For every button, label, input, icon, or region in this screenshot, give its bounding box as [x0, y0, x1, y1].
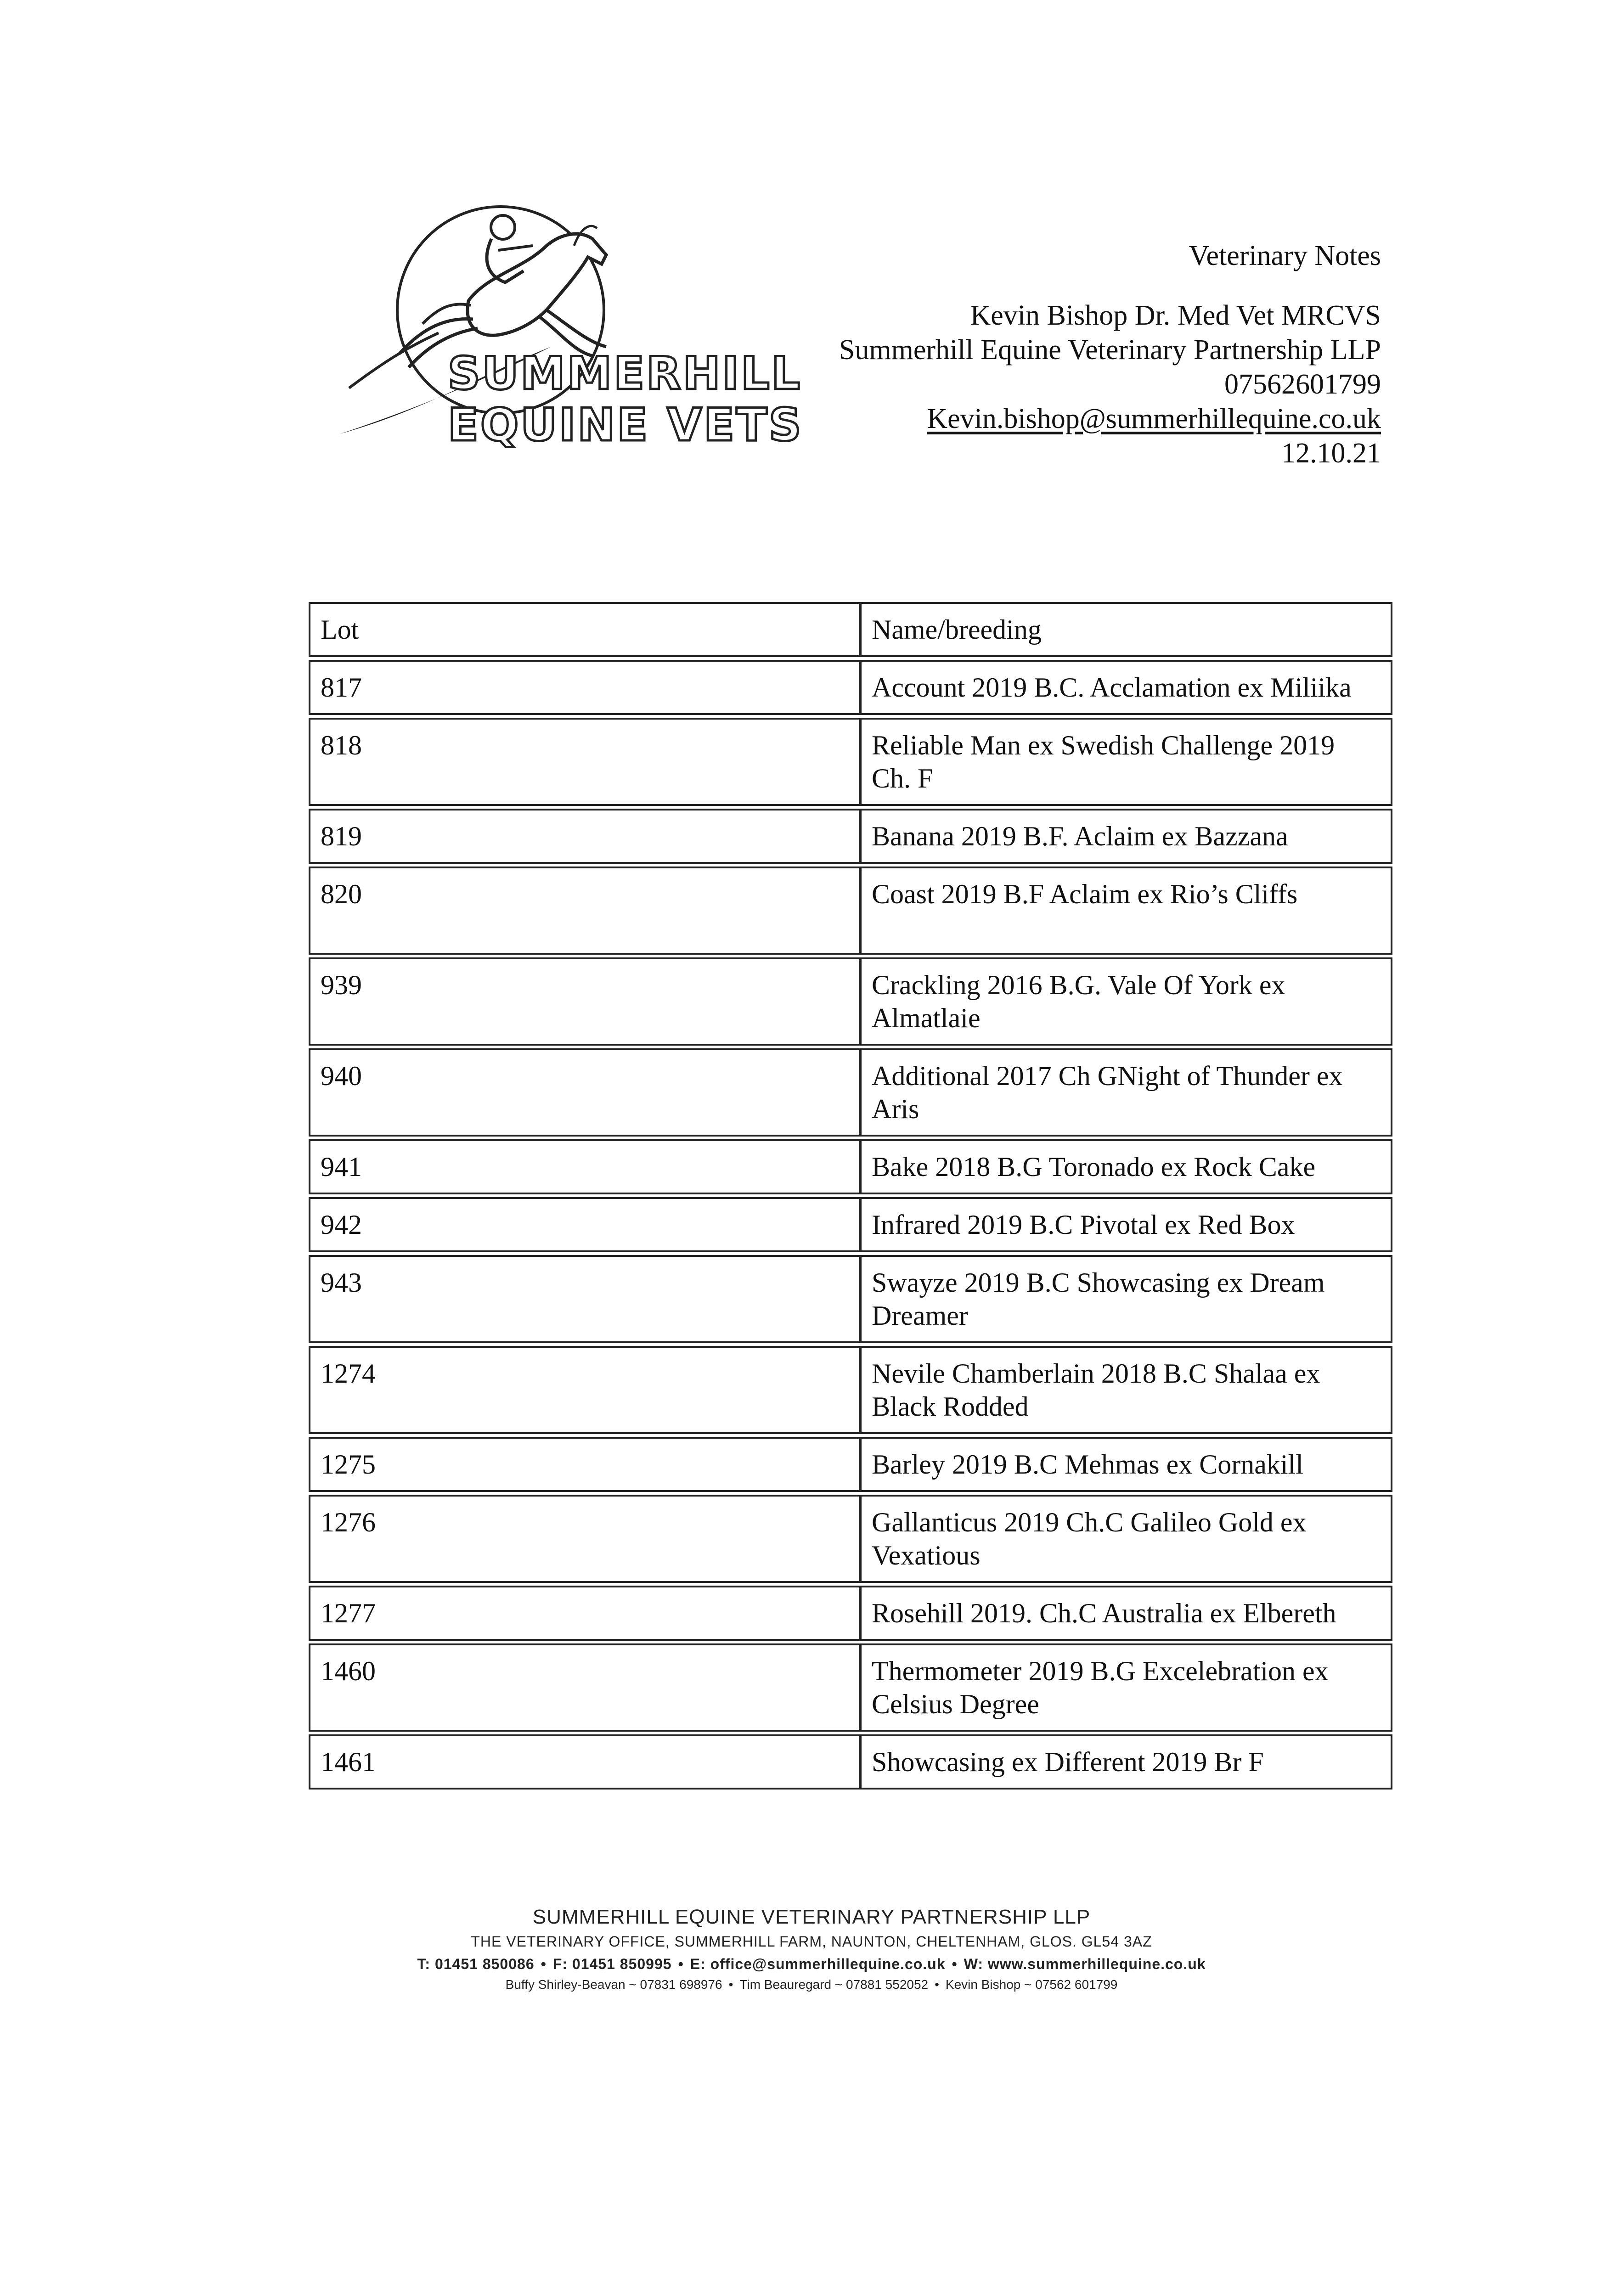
footer-vet-3: Kevin Bishop ~ 07562 601799 — [945, 1977, 1118, 1992]
table-row — [309, 1734, 1392, 1790]
lot-number: 820 — [309, 867, 860, 955]
lots-table — [309, 599, 1392, 1792]
separator-dot: • — [678, 1956, 684, 1972]
footer-vet-1: Buffy Shirley-Beavan ~ 07831 698976 — [505, 1977, 722, 1992]
table-row — [309, 867, 1392, 955]
lot-number: 941 — [309, 1139, 860, 1194]
horse-name-breeding: Bake 2018 B.G Toronado ex Rock Cake — [860, 1139, 1392, 1194]
table-row — [309, 1139, 1392, 1194]
horse-name-breeding: Account 2019 B.C. Acclamation ex Miliika — [860, 660, 1392, 715]
horse-name-breeding: Showcasing ex Different 2019 Br F — [860, 1734, 1392, 1790]
horse-name-breeding: Barley 2019 B.C Mehmas ex Cornakill — [860, 1437, 1392, 1492]
lot-number: 1277 — [309, 1586, 860, 1641]
lot-number: 818 — [309, 718, 860, 806]
horse-name-breeding: Reliable Man ex Swedish Challenge 2019 Ch. F — [860, 718, 1392, 806]
footer-website-link[interactable]: W: www.summerhillequine.co.uk — [964, 1956, 1206, 1972]
horse-name-breeding: Infrared 2019 B.C Pivotal ex Red Box — [860, 1197, 1392, 1252]
lot-number: 1276 — [309, 1495, 860, 1583]
horse-name-breeding: Nevile Chamberlain 2018 B.C Shalaa ex Black Rodded — [860, 1346, 1392, 1434]
lot-number: 1461 — [309, 1734, 860, 1790]
separator-dot: • — [952, 1956, 958, 1972]
table-row — [309, 1586, 1392, 1641]
table-row — [309, 809, 1392, 864]
practice-name: Summerhill Equine Veterinary Partnership LLP — [839, 334, 1381, 366]
footer-telephone: T: 01451 850086 — [417, 1956, 535, 1972]
table-row — [309, 718, 1392, 806]
table-row — [309, 1197, 1392, 1252]
letterhead-footer — [0, 1906, 1623, 1992]
logo-text-summerhill: SUMMERHILL — [448, 348, 802, 400]
lot-number: 943 — [309, 1255, 860, 1343]
horse-name-breeding: Swayze 2019 B.C Showcasing ex Dream Dreamer — [860, 1255, 1392, 1343]
horse-name-breeding: Crackling 2016 B.G. Vale Of York ex Almatlaie — [860, 957, 1392, 1046]
separator-dot: • — [541, 1956, 547, 1972]
horse-name-breeding: Coast 2019 B.F Aclaim ex Rio’s Cliffs — [860, 867, 1392, 955]
lot-number: 1275 — [309, 1437, 860, 1492]
table-row — [309, 1048, 1392, 1137]
table-row — [309, 660, 1392, 715]
vet-phone: 07562601799 — [1224, 369, 1381, 400]
separator-dot: • — [935, 1977, 939, 1992]
lot-number: 1460 — [309, 1643, 860, 1732]
letterhead-details — [839, 239, 1381, 471]
vet-name: Kevin Bishop Dr. Med Vet MRCVS — [970, 300, 1381, 331]
footer-company-name: SUMMERHILL EQUINE VETERINARY PARTNERSHIP LLP — [532, 1906, 1091, 1928]
table-header-row — [309, 602, 1392, 657]
header-name-breeding: Name/breeding — [860, 602, 1392, 657]
horse-name-breeding: Banana 2019 B.F. Aclaim ex Bazzana — [860, 809, 1392, 864]
lot-number: 819 — [309, 809, 860, 864]
lot-number: 1274 — [309, 1346, 860, 1434]
lot-number: 817 — [309, 660, 860, 715]
vet-email-link[interactable]: Kevin.bishop@summerhillequine.co.uk — [927, 403, 1381, 434]
table-row — [309, 1437, 1392, 1492]
header-lot: Lot — [309, 602, 860, 657]
table-row — [309, 1643, 1392, 1732]
footer-vet-contacts — [0, 1977, 1623, 1992]
lot-number: 942 — [309, 1197, 860, 1252]
footer-email-link[interactable]: E: office@summerhillequine.co.uk — [690, 1956, 946, 1972]
document-date: 12.10.21 — [1281, 438, 1381, 469]
lot-number: 939 — [309, 957, 860, 1046]
footer-contacts — [0, 1956, 1623, 1973]
separator-dot: • — [728, 1977, 733, 1992]
table-row — [309, 1255, 1392, 1343]
document-title: Veterinary Notes — [1189, 240, 1381, 271]
footer-fax: F: 01451 850995 — [552, 1956, 672, 1972]
horse-name-breeding: Rosehill 2019. Ch.C Australia ex Elbereth — [860, 1586, 1392, 1641]
table-row — [309, 1495, 1392, 1583]
table-row — [309, 1346, 1392, 1434]
table-row — [309, 957, 1392, 1046]
horse-name-breeding: Thermometer 2019 B.G Excelebration ex Celsius Degree — [860, 1643, 1392, 1732]
horse-name-breeding: Gallanticus 2019 Ch.C Galileo Gold ex Vexatious — [860, 1495, 1392, 1583]
footer-address: THE VETERINARY OFFICE, SUMMERHILL FARM, NAUNTON, CHELTENHAM, GLOS. GL54 3AZ — [471, 1933, 1152, 1950]
practice-logo — [331, 195, 803, 452]
footer-vet-2: Tim Beauregard ~ 07881 552052 — [739, 1977, 929, 1992]
horse-name-breeding: Additional 2017 Ch GNight of Thunder ex Aris — [860, 1048, 1392, 1137]
lot-number: 940 — [309, 1048, 860, 1137]
logo-text-equine-vets: EQUINE VETS — [448, 399, 803, 451]
